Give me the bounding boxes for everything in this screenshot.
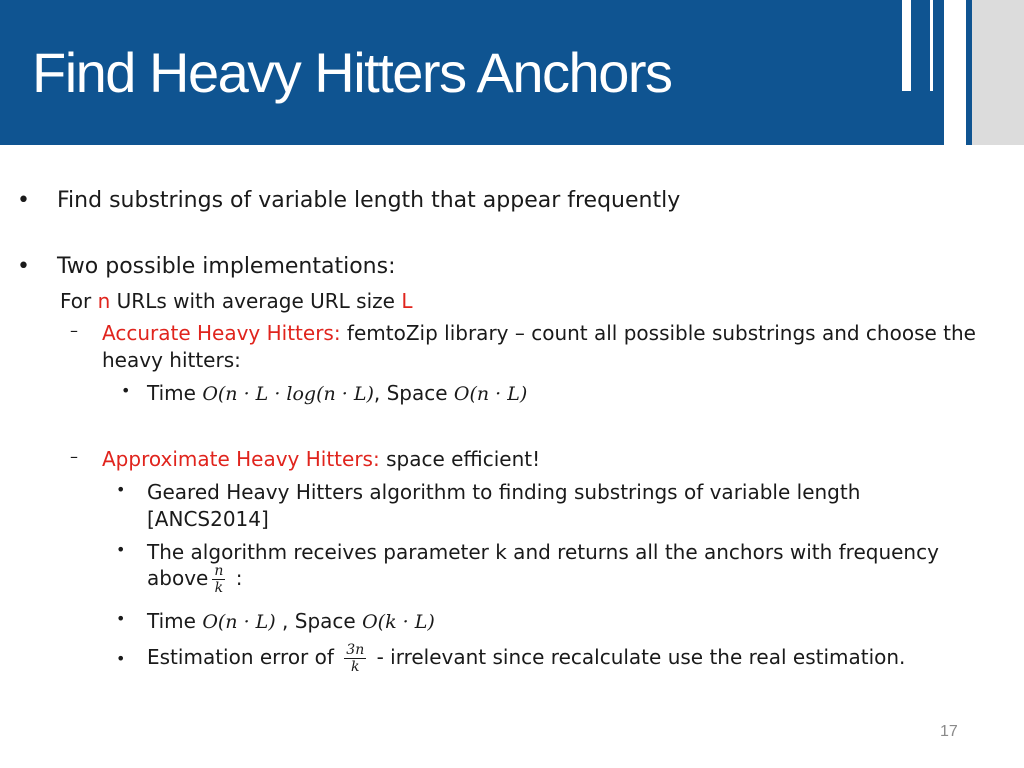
bullet-text: Two possible implementations: [57,254,396,279]
accurate-label: Accurate Heavy Hitters: [102,321,341,345]
space-expr: O(n · L) [453,383,528,405]
slide-title: Find Heavy Hitters Anchors [32,41,672,104]
dash-icon: – [70,321,78,340]
geared-line-2: [ANCS2014] [147,507,269,531]
decorative-stripe [944,0,966,145]
fraction-3n-over-k: $\frac{3n}{k}$ [346,642,365,675]
var-n: n [97,289,111,313]
error-after: - irrelevant since recalculate use the real estimation. [370,645,906,669]
error-line [147,642,905,675]
decorative-stripe [972,0,1024,145]
bullet-icon: • [116,649,126,668]
bullet-icon: • [17,188,30,213]
for-line [60,289,412,313]
bullet-text: Find substrings of variable length that appear frequently [57,188,681,213]
space-label: , Space [373,381,454,405]
bullet-icon: • [116,540,126,559]
bullet-icon: • [17,254,30,279]
above-line [147,563,242,596]
geared-line-1: Geared Heavy Hitters algorithm to finding substrings of variable length [147,480,861,504]
approximate-line [102,447,540,471]
time-label: Time [147,609,203,633]
decorative-stripe [930,0,933,91]
page-number: 17 [940,723,958,740]
fraction-n-over-k: $\frac{n}{k}$ [214,563,224,596]
above-label: above [147,566,209,590]
for-pre: For [60,289,98,313]
accurate-complexity [147,381,527,406]
var-L: L [401,289,413,313]
bullet-icon: • [116,480,126,499]
space-label: , Space [275,609,363,633]
approximate-complexity [147,609,435,634]
accurate-line-2: heavy hitters: [102,348,241,372]
decorative-stripe [902,0,911,91]
time-label: Time [147,381,203,405]
space-expr: O(k · L) [362,611,435,633]
bullet-icon: • [121,381,131,400]
error-label: Estimation error of [147,645,341,669]
above-after: : [229,566,243,590]
time-expr: O(n · L) [202,611,276,633]
approximate-text: space efficient! [379,447,541,471]
for-mid: URLs with average URL size [110,289,402,313]
accurate-line [102,321,976,345]
approximate-label: Approximate Heavy Hitters: [102,447,380,471]
param-line-1: The algorithm receives parameter k and returns all the anchors with frequency [147,540,939,564]
title-bar [0,0,1024,145]
accurate-text: femtoZip library – count all possible substrings and choose the [340,321,976,345]
dash-icon: – [70,447,78,466]
time-expr: O(n · L · log(n · L) [202,383,374,405]
bullet-icon: • [116,609,126,628]
